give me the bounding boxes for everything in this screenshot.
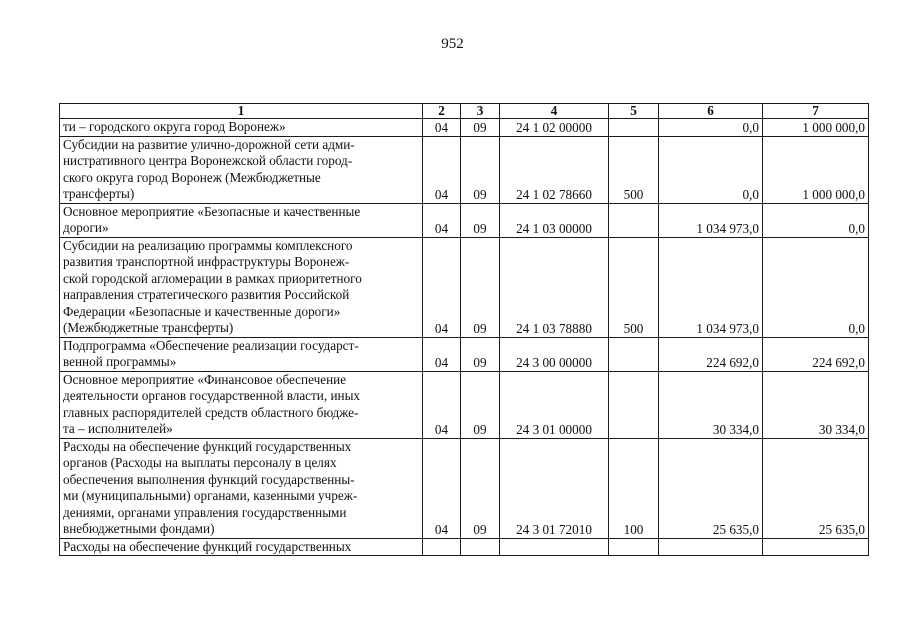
description-line: Основное мероприятие «Финансовое обеспечение <box>63 371 347 387</box>
header-cell: 6 <box>659 104 763 119</box>
target-article-code: 24 3 01 00000 <box>500 371 609 438</box>
row-description <box>60 237 423 337</box>
description-line: Субсидии на развитие улично-дорожной сети адми- <box>63 136 355 152</box>
header-cell: 2 <box>423 104 461 119</box>
amount-year-1 <box>659 538 763 556</box>
section-code: 04 <box>423 438 461 538</box>
description-line: ской городской агломерации в рамках приоритетного <box>63 270 362 286</box>
subsection-code: 09 <box>461 438 500 538</box>
row-description <box>60 203 423 237</box>
description-line: ти – городского округа город Воронеж» <box>63 119 286 134</box>
description-line: (Межбюджетные трансферты) <box>63 320 234 335</box>
expense-type-code <box>609 337 659 371</box>
description-line: нистративного центра Воронежской области город- <box>63 153 353 168</box>
section-code: 04 <box>423 136 461 203</box>
amount-year-1: 25 635,0 <box>659 438 763 538</box>
target-article-code: 24 1 02 78660 <box>500 136 609 203</box>
header-cell: 5 <box>609 104 659 119</box>
subsection-code: 09 <box>461 203 500 237</box>
amount-year-2: 0,0 <box>763 237 869 337</box>
subsection-code: 09 <box>461 119 500 137</box>
section-code <box>423 538 461 556</box>
expense-type-code: 500 <box>609 237 659 337</box>
subsection-code: 09 <box>461 237 500 337</box>
row-description <box>60 438 423 538</box>
table-row <box>60 119 869 137</box>
table-row <box>60 438 869 538</box>
description-line: Расходы на обеспечение функций государственных <box>63 438 352 454</box>
subsection-code: 09 <box>461 371 500 438</box>
amount-year-2: 1 000 000,0 <box>763 119 869 137</box>
amount-year-2 <box>763 538 869 556</box>
subsection-code: 09 <box>461 136 500 203</box>
table-header-row <box>60 104 869 119</box>
section-code: 04 <box>423 203 461 237</box>
target-article-code: 24 3 01 72010 <box>500 438 609 538</box>
row-description <box>60 136 423 203</box>
description-line: ского округа город Воронеж (Межбюджетные <box>63 169 321 185</box>
target-article-code: 24 1 03 00000 <box>500 203 609 237</box>
header-cell: 4 <box>500 104 609 119</box>
header-cell: 1 <box>60 104 423 119</box>
target-article-code: 24 1 03 78880 <box>500 237 609 337</box>
description-line: дороги» <box>63 220 109 235</box>
amount-year-1: 0,0 <box>659 136 763 203</box>
amount-year-1: 224 692,0 <box>659 337 763 371</box>
amount-year-2: 25 635,0 <box>763 438 869 538</box>
amount-year-2: 1 000 000,0 <box>763 136 869 203</box>
expense-type-code <box>609 371 659 438</box>
subsection-code <box>461 538 500 556</box>
row-description <box>60 538 423 556</box>
description-line: Расходы на обеспечение функций государственных <box>63 538 352 554</box>
amount-year-2: 30 334,0 <box>763 371 869 438</box>
description-line: развития транспортной инфраструктуры Воронеж- <box>63 254 350 269</box>
amount-year-1: 1 034 973,0 <box>659 203 763 237</box>
description-line: обеспечения выполнения функций государственны- <box>63 471 355 487</box>
table-row <box>60 371 869 438</box>
expense-type-code <box>609 538 659 556</box>
target-article-code <box>500 538 609 556</box>
description-line: венной программы» <box>63 354 177 369</box>
description-line: дениями, органами управления государственными <box>63 504 347 520</box>
section-code: 04 <box>423 337 461 371</box>
expense-type-code <box>609 203 659 237</box>
table-row <box>60 203 869 237</box>
table-row <box>60 538 869 556</box>
description-line: органов (Расходы на выплаты персоналу в целях <box>63 455 337 470</box>
amount-year-2: 0,0 <box>763 203 869 237</box>
section-code: 04 <box>423 237 461 337</box>
row-description <box>60 371 423 438</box>
description-line: Основное мероприятие «Безопасные и качественные <box>63 203 361 219</box>
row-description <box>60 119 423 137</box>
description-line: Федерации «Безопасные и качественные дороги» <box>63 303 341 319</box>
section-code: 04 <box>423 119 461 137</box>
description-line: Подпрограмма «Обеспечение реализации государст- <box>63 337 359 353</box>
description-line: ми (муниципальными) органами, казенными учреж- <box>63 488 358 503</box>
expense-type-code: 500 <box>609 136 659 203</box>
table-row <box>60 337 869 371</box>
section-code: 04 <box>423 371 461 438</box>
header-cell: 3 <box>461 104 500 119</box>
row-description <box>60 337 423 371</box>
target-article-code: 24 1 02 00000 <box>500 119 609 137</box>
amount-year-2: 224 692,0 <box>763 337 869 371</box>
table-row <box>60 237 869 337</box>
description-line: внебюджетными фондами) <box>63 521 215 536</box>
amount-year-1: 1 034 973,0 <box>659 237 763 337</box>
table-row <box>60 136 869 203</box>
expense-type-code <box>609 119 659 137</box>
target-article-code: 24 3 00 00000 <box>500 337 609 371</box>
description-line: та – исполнителей» <box>63 421 173 436</box>
description-line: деятельности органов государственной власти, иных <box>63 388 361 403</box>
description-line: направления стратегического развития Российской <box>63 287 350 302</box>
page-number: 952 <box>441 36 464 52</box>
expense-type-code: 100 <box>609 438 659 538</box>
budget-table <box>59 103 869 556</box>
subsection-code: 09 <box>461 337 500 371</box>
description-line: трансферты) <box>63 186 135 201</box>
header-cell: 7 <box>763 104 869 119</box>
amount-year-1: 30 334,0 <box>659 371 763 438</box>
description-line: Субсидии на реализацию программы комплексного <box>63 237 353 253</box>
description-line: главных распорядителей средств областного бюдже- <box>63 404 359 420</box>
amount-year-1: 0,0 <box>659 119 763 137</box>
